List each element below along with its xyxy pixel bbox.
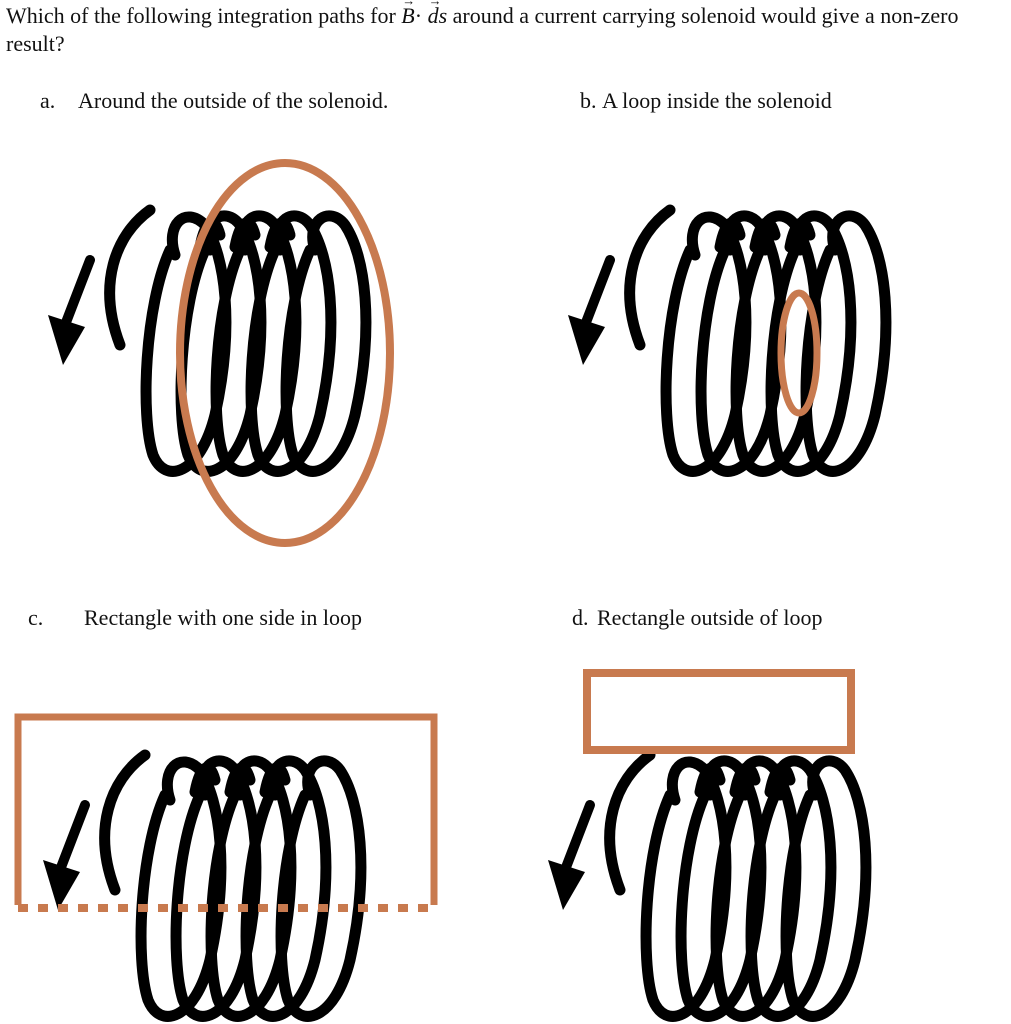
option-d-label: d. Rectangle outside of loop	[572, 605, 823, 630]
rectangle-path-d	[587, 673, 851, 750]
option-b-label: b. A loop inside the solenoid	[580, 88, 832, 113]
vector-ds: → ds	[428, 2, 448, 30]
option-c-label: c. Rectangle with one side in loop	[28, 605, 362, 630]
solenoid-a	[48, 210, 366, 471]
solenoid-b	[568, 210, 886, 471]
question-text: Which of the following integration paths for → B· → ds around a current carrying solenoid would give a non-zero result?	[6, 2, 1006, 58]
option-a-label: a. Around the outside of the solenoid.	[40, 88, 389, 113]
solenoid-d	[548, 755, 866, 1016]
solenoid-c	[43, 755, 361, 1016]
vector-b: → B	[401, 2, 414, 30]
